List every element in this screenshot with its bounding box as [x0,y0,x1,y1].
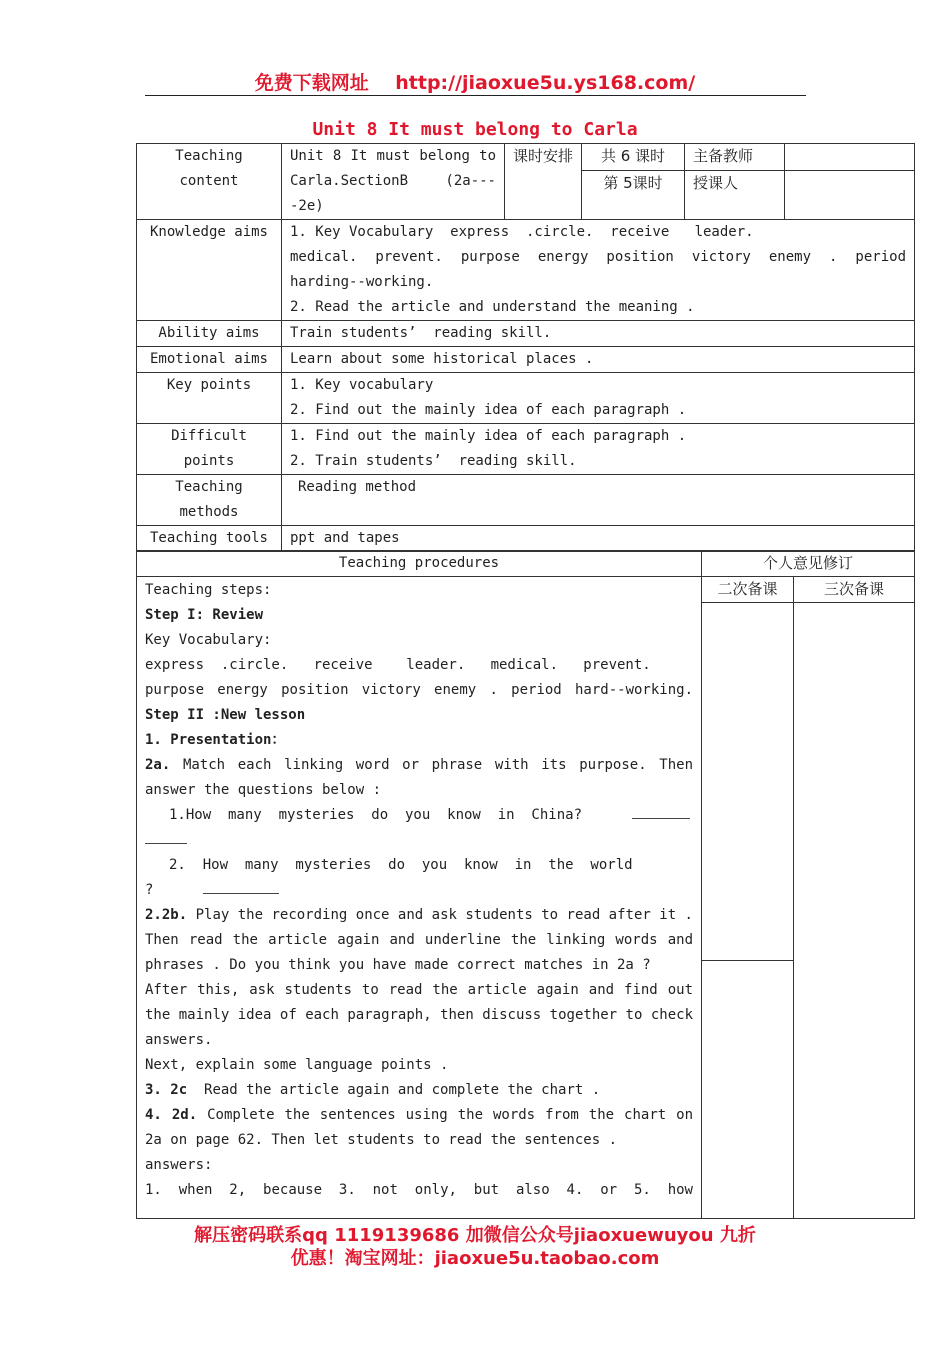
aim-line: 2. Find out the mainly idea of each paragraph . [290,402,687,418]
item-2c [145,1078,693,1103]
aim-line: medical. prevent. purpose energy position victory enemy . period [290,249,906,265]
header-divider [145,95,806,96]
lead-teacher-value [785,144,915,171]
key-vocab-label: Key Vocabulary: [145,632,272,648]
item-2a [145,753,693,803]
vocab-line: express .circle. receive leader. medical. prevent. [145,657,651,673]
answer-blank [145,831,187,844]
vocab-line: purpose energy position victory enemy . period hard--working. [145,682,693,698]
class-hours-label: 课时安排 [505,144,582,220]
teaching-procedures-table [136,550,915,1219]
aim-content-difficult-points [282,424,915,475]
lecturer-label: 授课人 [685,170,785,219]
question-mark: ? [145,882,154,898]
aim-content-knowledge [282,220,915,321]
lead-teacher-label: 主备教师 [685,144,785,171]
aim-label-ability: Ability aims [137,321,282,347]
aim-label-key-points: Key points [137,373,282,424]
answers-line: 1. when 2, because 3. not only, but also 4. or 5. how [145,1182,693,1198]
lesson-info-table [136,143,915,552]
question-2-end [145,878,693,903]
aim-line: 1. Key vocabulary [290,377,434,393]
aim-label-difficult-points: Difficult points [137,424,282,475]
step-new-lesson: Step II :New lesson [145,707,306,723]
second-prep-notes [702,603,794,961]
current-hour: 第 5课时 [582,170,685,219]
item-text: Match each linking word or phrase with its purpose. Then answer the questions below : [145,757,693,798]
second-prep-notes-2 [702,961,794,1219]
aim-line: harding--working. [290,274,434,290]
answer-blank [632,806,690,819]
after-text: After this, ask students to read the article again and find out the mainly idea of each paragraph, then discuss together to check answers. [145,982,693,1048]
total-hours: 共 6 课时 [582,144,685,171]
aim-line: Learn about some historical places . [282,347,915,373]
download-header: 免费下载网址 http://jiaoxue5u.ys168.com/ [254,72,696,94]
aim-line: 1. Key Vocabulary express .circle. receive leader. [290,224,754,240]
item-label: 4. 2d. [145,1107,198,1123]
aim-label-teaching-tools: Teaching tools [137,526,282,552]
aim-line: 2. Read the article and understand the meaning . [290,299,695,315]
item-label: 3. 2c [145,1082,188,1098]
teaching-content-label: Teaching content [137,144,282,220]
footer-line-1: 解压密码联系qq 1119139686 加微信公众号jiaoxuewuyou 九折 [194,1225,756,1246]
aim-label-knowledge: Knowledge aims [137,220,282,321]
item-2b [145,903,693,978]
aim-label-emotional: Emotional aims [137,347,282,373]
aim-line: Reading method [282,475,915,526]
aim-content-key-points [282,373,915,424]
item-2d [145,1103,693,1153]
aim-label-teaching-methods: Teaching methods [137,475,282,526]
aim-line: Train students’ reading skill. [282,321,915,347]
lecturer-value [785,170,915,219]
procedures-heading: Teaching procedures [137,551,702,577]
aim-line: ppt and tapes [282,526,915,552]
teaching-content-value: Unit 8 It must belong to Carla.SectionB (2a----2e) [282,144,505,220]
item-text: Play the recording once and ask students to read after it . Then read the article again and underline the linking words and phrases . Do you think you have made correct matches in 2a ? [145,907,693,973]
third-prep-label: 三次备课 [794,577,915,603]
answer-blank [203,881,279,894]
question-text: 1.How many mysteries do you know in China? [169,807,583,823]
procedure-steps [137,577,702,1219]
question-2: 2. How many mysteries do you know in the world [169,857,633,873]
aim-line: 1. Find out the mainly idea of each paragraph . [290,428,687,444]
item-label: 2a. [145,757,171,773]
aim-line: 2. Train students’ reading skill. [290,453,577,469]
presentation-heading: 1. Presentation： [145,732,286,748]
third-prep-notes [794,603,915,1219]
revision-heading: 个人意见修订 [702,551,915,577]
second-prep-label: 二次备课 [702,577,794,603]
question-1 [145,803,693,828]
item-text: Complete the sentences using the words from the chart on 2a on page 62. Then let students to read the sentences . [145,1107,694,1148]
footer-line-2: 优惠！淘宝网址：jiaoxue5u.taobao.com [290,1248,660,1269]
answers-label: answers: [145,1157,213,1173]
document-title: Unit 8 It must belong to Carla [312,119,638,140]
next-text: Next, explain some language points . [145,1057,449,1073]
step-review: Step I: Review [145,607,264,623]
steps-label: Teaching steps: [145,582,272,598]
answer-blank-row [145,828,693,853]
item-text: Read the article again and complete the chart . [187,1082,601,1098]
item-label: 2.2b. [145,907,188,923]
